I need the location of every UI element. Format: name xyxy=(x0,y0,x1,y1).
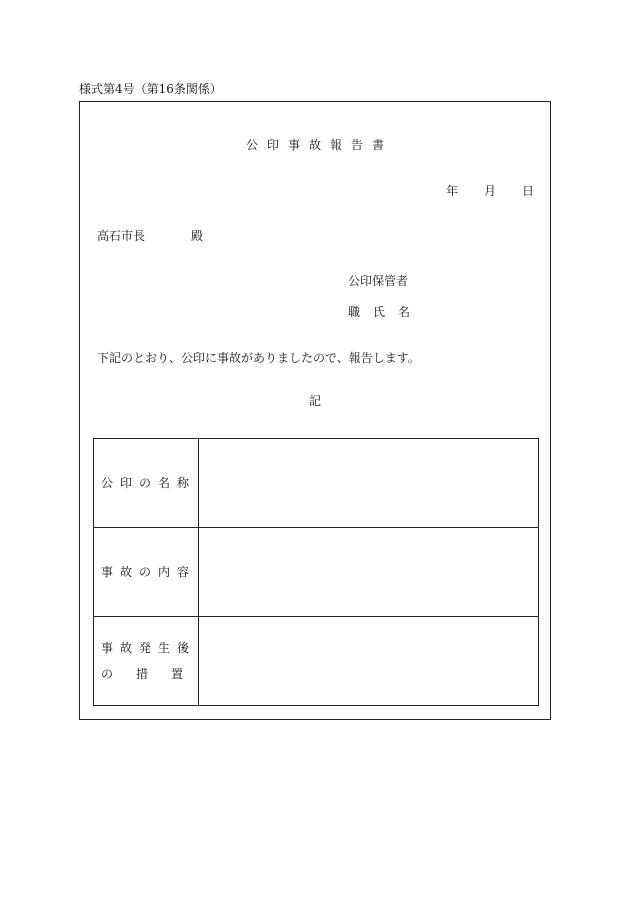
table-row xyxy=(94,528,539,617)
date-line xyxy=(446,182,534,199)
month-label: 月 xyxy=(483,184,496,198)
incident-content-label: 事故の内容 xyxy=(94,528,199,617)
seal-name-field[interactable] xyxy=(199,439,539,528)
addressee xyxy=(97,227,203,244)
incident-content-field[interactable] xyxy=(199,528,539,617)
document-title: 公印事故報告書 xyxy=(245,138,393,152)
seal-name-label: 公印の名称 xyxy=(94,439,199,528)
post-incident-label-line2 xyxy=(101,661,183,687)
detail-table xyxy=(93,438,539,706)
name-label: 職氏名 xyxy=(348,305,424,319)
custodian-label: 公印保管者 xyxy=(348,274,409,288)
addressee-name: 高石市長 xyxy=(97,229,146,243)
ki-heading: 記 xyxy=(308,394,321,408)
table-row xyxy=(94,439,539,528)
label-char: の xyxy=(101,667,114,681)
post-incident-label-line1: 事故発生後 xyxy=(101,641,197,655)
report-body-text: 下記のとおり、公印に事故がありましたので、報告します。 xyxy=(97,351,420,365)
post-incident-measures-label xyxy=(94,617,199,706)
post-incident-measures-field[interactable] xyxy=(199,617,539,706)
label-char: 措 xyxy=(135,667,148,681)
year-label: 年 xyxy=(445,184,458,198)
form-number-label: 様式第4号（第16条関係） xyxy=(79,82,222,96)
table-row xyxy=(94,617,539,706)
addressee-honorific: 殿 xyxy=(191,229,204,243)
label-char: 置 xyxy=(170,667,183,681)
report-form-frame xyxy=(79,101,551,720)
day-label: 日 xyxy=(521,184,534,198)
